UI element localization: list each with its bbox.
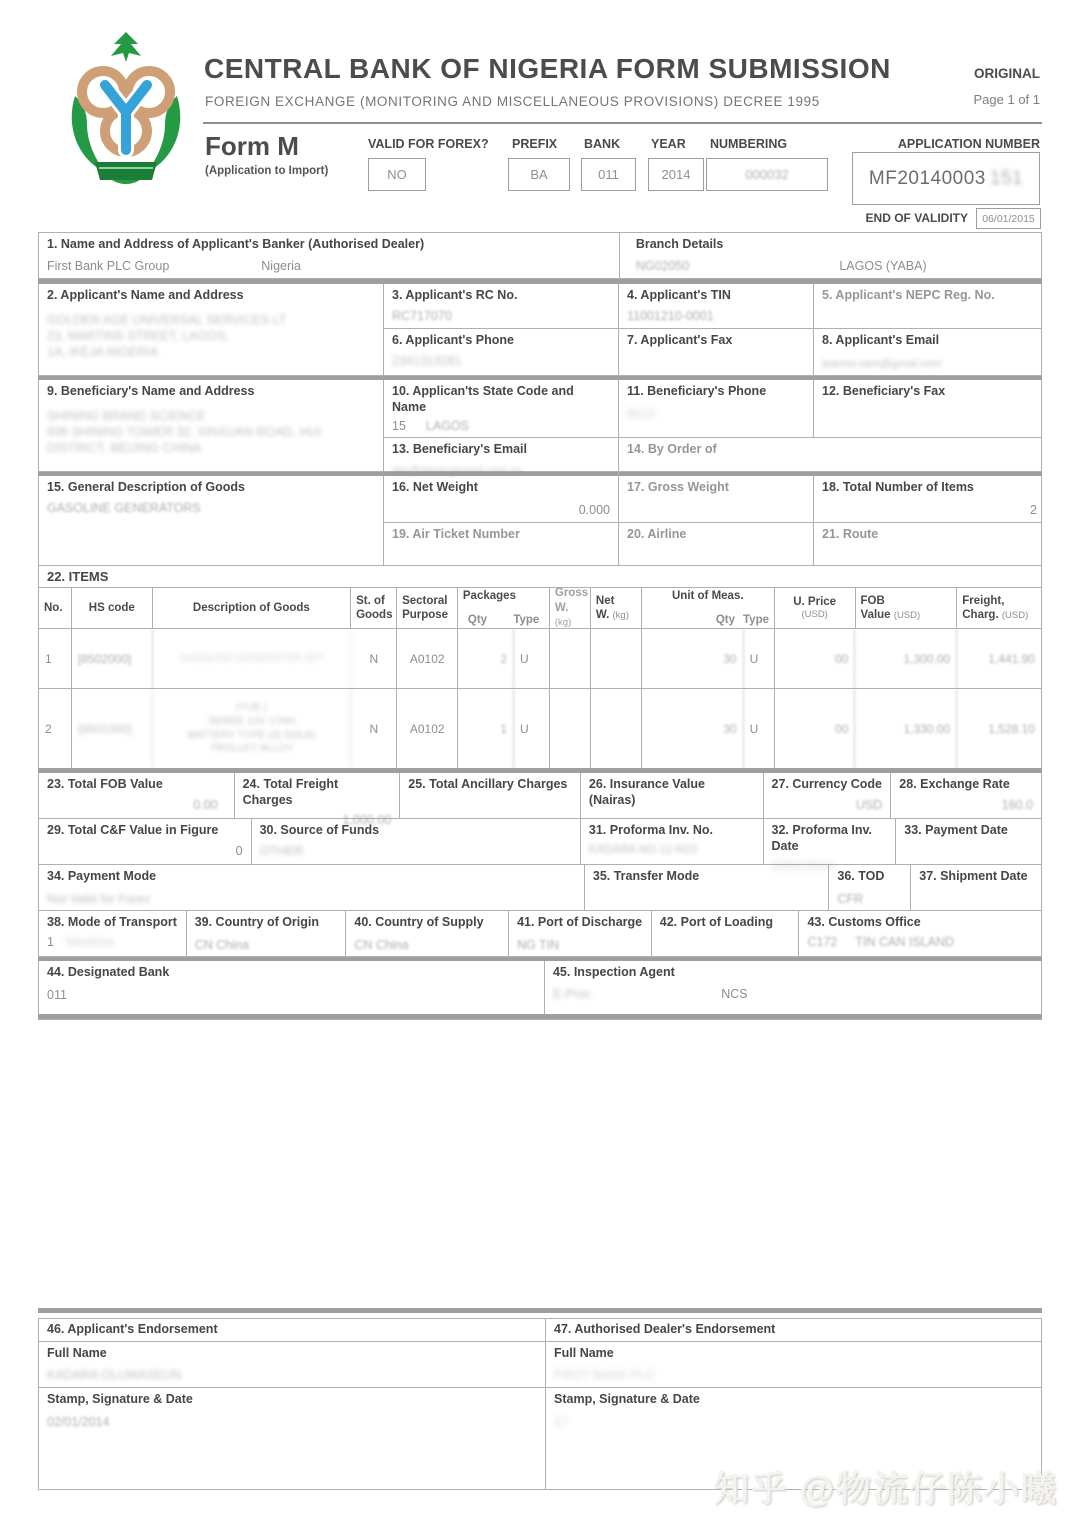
field-12-label: 12. Beneficiary's Fax [822,384,946,398]
field-9-line3: DISTRICT, BEIJING CHINA [47,441,202,456]
field-27-label: 27. Currency Code [771,777,883,791]
prefix-box: BA [508,158,570,191]
field-19 [384,523,619,565]
field-41-label: 41. Port of Discharge [517,915,643,929]
field-37-label: 37. Shipment Date [919,869,1028,883]
field-25 [400,773,581,818]
field-46-label: 46. Applicant's Endorsement [39,1319,545,1342]
col-packages-qty: Qty [467,614,488,626]
item-1-gross [550,629,591,688]
field-43-value: TIN CAN ISLAND [855,934,955,949]
items-table-header [39,588,1041,629]
col-packages-type: Type [513,614,540,626]
field-1-country: Nigeria [261,258,301,273]
field-10 [384,380,619,437]
field-15-value: GASOLINE GENERATORS [47,500,201,515]
application-number-label: APPLICATION NUMBER [897,137,1040,151]
item-2-uom-type: U [744,689,775,768]
stamp-signature-date-label: Stamp, Signature & Date [47,1392,193,1406]
item-2-fob: 1,330.00 [855,689,957,768]
row-payment [39,865,1041,911]
field-43-label: 43. Customs Office [807,915,921,929]
bank-label: BANK [584,137,621,151]
separator [38,1014,1042,1019]
field-38-value: Maritime [65,934,114,949]
field-6 [384,329,619,375]
col-net-weight [591,588,642,628]
row-applicant [39,284,1041,376]
field-4-label: 4. Applicant's TIN [627,288,731,302]
field-23-label: 23. Total FOB Value [47,777,163,791]
field-2-line2: 23, MARTINS STREET, LAGOS, [47,328,229,343]
field-23-value: 0.00 [193,797,218,812]
item-1-hs-code: [8502000] [72,629,153,688]
col-freight-line1: Freight, [962,594,1005,607]
field-29-value: 0 [235,843,243,858]
field-17 [619,476,814,522]
field-16-value: 0.000 [578,502,610,517]
field-40 [346,911,509,956]
item-1-fob: 1,300.00 [855,629,957,688]
item-2-unit-price: 00 [775,689,856,768]
copy-type-label: ORIGINAL [974,66,1040,81]
item-1-uom-type: U [744,629,775,688]
field-4-value: 11001210-0001 [627,308,714,323]
item-2-uom-qty: 30 [642,689,744,768]
beneficiary-sub-grid [384,380,1041,477]
valid-for-forex-box: NO [368,158,426,191]
field-3 [384,284,619,328]
field-28-value: 160.0 [1001,797,1033,812]
field-12 [814,380,1041,437]
field-47-fullname-cell [546,1342,1041,1388]
field-10-value: LAGOS [425,419,469,434]
field-34 [39,865,585,910]
field-45 [545,961,1041,1014]
field-13-value: sbs@shiningbrand.com.cn [392,464,522,477]
col-gross-weight [550,588,591,628]
field-38-code: 1 [47,934,54,949]
field-46-fullname: KADARA OLUWASEUN [47,1367,182,1382]
col-net-line2: W. [595,609,610,621]
field-branch-label: Branch Details [635,237,724,251]
item-1-desc-line: GASOLINE GENERATOR SET [178,651,325,664]
item-2-net [591,689,642,768]
item-2-sectoral: A0102 [397,689,458,768]
item-2-hs-code: [8501000] [72,689,153,768]
item-1-uom-qty: 30 [642,629,744,688]
end-of-validity-label: END OF VALIDITY [865,211,968,225]
field-9-label: 9. Beneficiary's Name and Address [47,384,255,398]
field-branch-city: LAGOS (YABA) [839,258,927,273]
row-banker [39,233,1041,279]
stamp-signature-date-label: Stamp, Signature & Date [554,1392,700,1406]
field-47-label: 47. Authorised Dealer's Endorsement [546,1319,1041,1342]
field-9 [39,380,384,471]
col-state-line2: Goods [356,609,393,621]
row-goods [39,476,1041,566]
col-uom-type: Type [743,614,770,626]
col-fob-value [856,588,958,628]
field-24-label: 24. Total Freight Charges [242,777,339,807]
col-fob-line1: FOB [860,594,885,607]
col-description: Description of Goods [153,588,351,628]
field-45-label: 45. Inspection Agent [552,965,675,979]
col-packages-group [458,588,550,628]
field-2-line1: GOLDEN AGE UNIVERSAL SERVICES LT [47,312,287,327]
application-number-box [852,152,1040,205]
field-1 [39,233,620,278]
field-23 [39,773,235,818]
col-packages: Packages [462,590,516,602]
field-2 [39,284,384,375]
field-35-label: 35. Transfer Mode [592,869,700,883]
field-8-label: 8. Applicant's Email [822,333,940,348]
separator [38,1308,1042,1313]
field-17-label: 17. Gross Weight [627,480,729,494]
col-sectoral-purpose [397,588,458,628]
field-14-label: 14. By Order of [627,442,717,457]
item-1-no: 1 [39,629,72,688]
item-2-freight: 1,528.10 [988,721,1035,736]
item-1-sectoral: A0102 [397,629,458,688]
field-46-date: 02/01/2014 [47,1414,110,1429]
col-sectoral-line2: Purpose [402,609,449,621]
field-43 [799,911,1041,956]
applicant-endorsement [39,1319,546,1489]
col-unit-price [775,588,856,628]
col-unit-price-line1: U. Price [793,595,837,608]
field-2-line3: 1A, IKEJA NIGERIA [47,345,159,360]
col-freight-line2: Charg. [962,609,999,621]
field-19-label: 19. Air Ticket Number [392,526,520,541]
page-number: Page 1 of 1 [973,92,1040,107]
form-subtitle: (Application to Import) [205,165,329,177]
field-47-date: 17 [554,1414,568,1429]
field-38-label: 38. Mode of Transport [47,915,177,929]
field-1-value: First Bank PLC Group [47,258,170,273]
field-27-value: USD [855,797,883,812]
field-3-value: RC717070 [392,308,452,323]
cbn-logo [55,28,197,192]
field-44-label: 44. Designated Bank [47,965,170,979]
field-1-label: 1. Name and Address of Applicant's Banker (Authorised Dealer) [47,237,425,251]
field-34-value: Not Valid for Forex [47,891,151,906]
field-30-label: 30. Source of Funds [259,823,380,837]
item-1-net [591,629,642,688]
year-label: YEAR [651,137,686,151]
col-unit-price-unit: (USD) [801,609,828,621]
item-2-pkg-qty: 1 [458,689,514,768]
item-2-desc-line: BATTERY TYPE (2) SOLID [187,728,316,741]
col-hs-code: HS code [72,588,153,628]
field-32-value: 02/01/2014 [771,859,835,874]
field-28-label: 28. Exchange Rate [899,777,1010,791]
field-44 [39,961,545,1014]
field-35 [585,865,830,910]
field-15-label: 15. General Description of Goods [47,480,245,494]
field-46-stamp-cell [39,1388,545,1489]
form-body [38,232,1042,1020]
field-6-label: 6. Applicant's Phone [392,333,514,348]
item-2-pkg-type: U [514,689,550,768]
field-20-label: 20. Airline [627,526,687,541]
field-33 [896,819,1041,864]
field-15 [39,476,384,565]
field-39-label: 39. Country of Origin [194,915,320,929]
field-29-label: 29. Total C&F Value in Figure [47,823,219,837]
field-18-value: 2 [1030,502,1037,517]
item-1-pkg-qty: 2 [458,629,514,688]
field-44-value: 011 [47,987,67,1002]
field-5 [814,284,1041,328]
valid-for-forex-label: VALID FOR FOREX? [368,137,489,151]
col-state-line1: St. of [356,594,385,607]
field-2-label: 2. Applicant's Name and Address [47,288,244,302]
field-31 [581,819,764,864]
field-5-label: 5. Applicant's NEPC Reg. No. [822,288,995,302]
item-1-freight: 1,441.90 [988,651,1035,666]
watermark: 知乎 @物流仔陈小曦 [714,1470,1058,1509]
col-gross-unit: (kg) [554,617,572,629]
field-31-label: 31. Proforma Inv. No. [588,823,713,837]
col-freight-charges [957,588,1041,628]
field-9-line2: 938 SHINING TOWER 32, XINXUAN ROAD, HUI [47,424,321,439]
field-32-label: 32. Proforma Inv. Date [771,823,873,853]
field-46-fullname-cell [39,1342,545,1388]
field-20 [619,523,814,565]
field-13-label: 13. Beneficiary's Email [392,442,527,457]
field-41 [509,911,652,956]
field-18 [814,476,1041,522]
col-gross-line1: Gross [554,587,589,600]
field-33-label: 33. Payment Date [904,823,1008,837]
prefix-label: PREFIX [512,137,558,151]
col-no: No. [39,588,72,628]
item-1-description [153,629,352,688]
application-number: MF20140003 [868,167,986,189]
col-net-line1: Net [595,594,615,607]
col-fob-line2: Value [860,609,891,621]
item-2-description [153,689,352,768]
col-state-of-goods [351,588,397,628]
row-transport [39,911,1041,957]
col-net-unit: (kg) [612,610,629,621]
item-2-desc-line: TROLLEY ALLOY [209,742,294,755]
field-28 [891,773,1041,818]
field-38 [39,911,187,956]
field-45-value: E-Proc [552,986,592,1001]
field-6-value: 2341313281 [392,353,462,368]
item-2-no: 2 [39,689,72,768]
col-freight-unit: (USD) [1001,610,1029,621]
numbering-value: 000032 [745,167,789,182]
item-2-desc-line: (YUE ) [235,701,268,714]
page-title: CENTRAL BANK OF NIGERIA FORM SUBMISSION [204,53,891,84]
col-fob-unit: (USD) [893,610,921,621]
application-number-suffix: 151 [989,167,1024,189]
field-4 [619,284,814,328]
field-8 [814,329,1041,375]
col-gross-line2: W. [554,601,569,614]
field-16-label: 16. Net Weight [392,480,478,494]
header-rule [203,122,1042,124]
end-of-validity-box: 06/01/2015 [976,208,1041,229]
item-2-desc-line: SEREE 12V 17AH [208,714,295,727]
item-2-state: N [351,689,397,768]
field-36-value: CFR [837,891,864,906]
full-name-label: Full Name [47,1346,107,1360]
col-unit-of-measure: Unit of Meas. [671,590,744,602]
field-47-fullname: FIRST BANK PLC [554,1367,656,1382]
item-row [39,629,1041,689]
field-41-value: NG TIN [517,937,560,952]
field-39 [187,911,347,956]
field-branch [620,233,1041,278]
field-37 [911,865,1041,910]
field-18-label: 18. Total Number of Items [822,480,974,494]
item-2-gross [550,689,591,768]
page-subtitle: FOREIGN EXCHANGE (MONITORING AND MISCELLANEOUS PROVISIONS) DECREE 1995 [205,94,820,109]
year-box: 2014 [648,158,704,191]
field-3-label: 3. Applicant's RC No. [392,288,518,302]
col-sectoral-line1: Sectoral [402,594,448,607]
field-21-label: 21. Route [822,526,879,541]
field-26 [581,773,764,818]
field-43-code: C172 [807,934,838,949]
field-7 [619,329,814,375]
field-34-label: 34. Payment Mode [47,869,157,883]
col-uom-qty: Qty [715,614,736,626]
field-11-label: 11. Beneficiary's Phone [627,384,767,398]
applicant-sub-grid [384,284,1041,375]
field-16 [384,476,619,522]
bank-box: 011 [581,158,636,191]
col-unit-of-measure-group [642,588,775,628]
field-45-value2: NCS [721,986,748,1001]
row-bank-agent [39,961,1041,1014]
weights-sub-grid [384,476,1041,565]
field-42-label: 42. Port of Loading [659,915,773,929]
field-39-value: CN China [194,937,249,952]
row-totals-2 [39,819,1041,874]
field-25-label: 25. Total Ancillary Charges [408,777,568,791]
field-36-label: 36. TOD [837,869,885,883]
field-31-value: KADARA NO 12-N23 [588,843,697,856]
field-40-value: CN China [354,937,409,952]
field-branch-code: NG02050 [635,258,690,273]
full-name-label: Full Name [554,1346,614,1360]
field-7-label: 7. Applicant's Fax [627,333,733,348]
numbering-label: NUMBERING [710,137,788,151]
item-1-unit-price: 00 [775,629,856,688]
field-10-code: 15 [392,419,406,434]
numbering-box [706,158,828,191]
field-36 [829,865,911,910]
field-11-value: 8613 [627,406,655,421]
field-24 [235,773,401,828]
field-30 [252,819,581,864]
field-30-value: OTHER [259,843,304,858]
field-24-value: 1,000.00 [342,813,392,828]
row-beneficiary [39,380,1041,477]
form-name: Form M [205,131,299,161]
field-11 [619,380,814,437]
field-42 [652,911,800,956]
items-section-title: 22. ITEMS [39,566,1041,588]
field-21 [814,523,1041,565]
field-8-value: jeanniv.sam@gmail.com [822,357,942,370]
field-10-label: 10. Applican'ts State Code and Name [392,384,574,414]
field-40-label: 40. Country of Supply [354,915,484,929]
item-1-pkg-type: U [514,629,550,688]
field-32 [764,819,897,874]
field-9-line1: SHINING BRAND SCIENCE [47,408,206,423]
item-row [39,689,1041,768]
field-26-label: 26. Insurance Value (Nairas) [588,777,705,807]
row-totals-1 [39,773,1041,828]
field-29 [39,819,252,864]
item-1-state: N [351,629,397,688]
field-27 [764,773,892,818]
